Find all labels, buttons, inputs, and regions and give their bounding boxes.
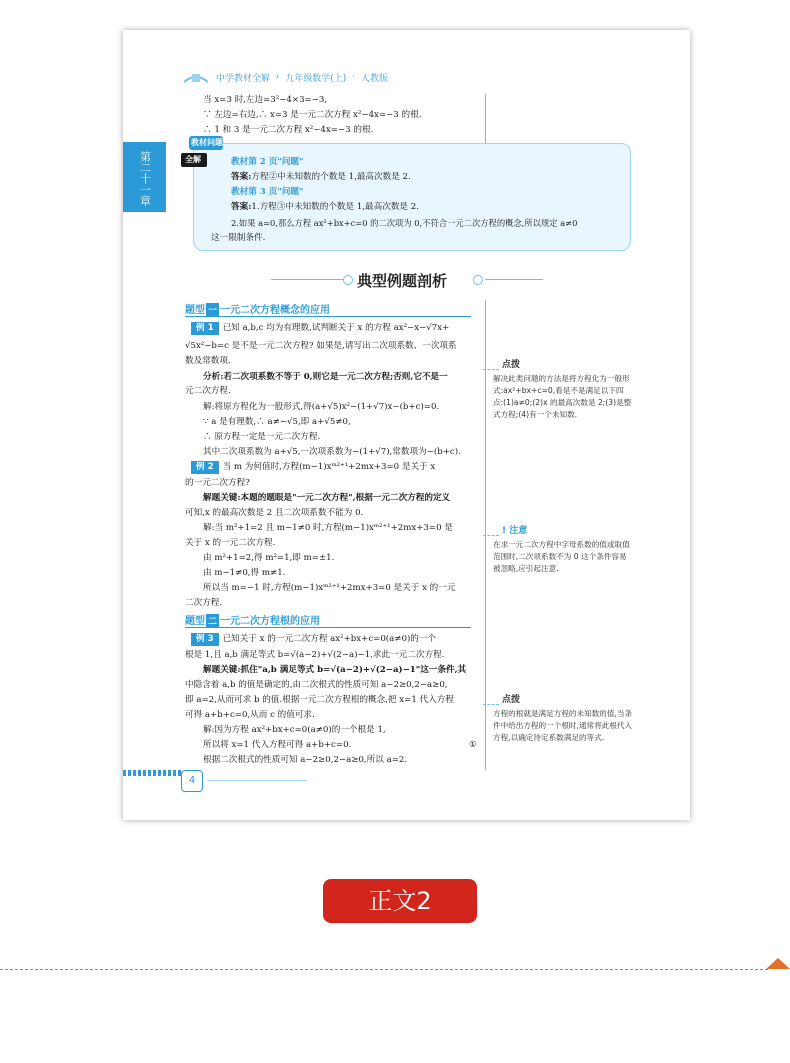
type1-underline	[185, 316, 471, 317]
tip1-heading	[483, 357, 520, 370]
example1-text: 已知 a,b,c 均为有理数,试判断关于 x 的方程 ax²−x−√7x+	[222, 323, 450, 333]
text-line: 其中二次项系数为 a+√5,一次项系数为−(1+√7),常数项为−(b+c).	[203, 447, 461, 457]
text-line: 所以当 m=−1 时,方程(m−1)xᵐ²⁺¹+2mx+3=0 是关于 x 的一元	[203, 583, 456, 593]
text-line: ∴ 1 和 3 是一元二次方程 x²−4x=−3 的根.	[203, 125, 374, 135]
book-logo-icon	[183, 70, 209, 84]
q1-answer-label: 答案:	[231, 172, 252, 182]
text-line: 分析:若二次项系数不等于 0,则它是一元二次方程;否则,它不是一	[203, 372, 448, 382]
example1-line	[191, 322, 449, 335]
text-line: 可得 a+b+c=0,从而 c 的值可求.	[185, 710, 315, 720]
tip1-text: 解决此类问题的方法是将方程化为一般形式:ax²+bx+c=0,看是不是满足以下四点:(1)a≠0;(2)x 的最高次数是 2;(3)是整式方程;(4)有一个未知数.	[493, 374, 632, 419]
text-line: 由 m−1≠0,得 m≠1.	[203, 568, 286, 578]
text-line: 关于 x 的一元二次方程.	[185, 538, 276, 548]
header-series: 中学教材全解	[215, 73, 270, 84]
text-line: 解题关键:本题的题眼是"一元二次方程",根据一元二次方程的定义	[203, 493, 451, 503]
type1-text: 一元二次方程概念的应用	[220, 305, 331, 316]
text-line: 所以将 x=1 代入方程可得 a+b+c=0.	[203, 740, 352, 750]
text-line: 解:因为方程 ax²+bx+c=0(a≠0)的一个根是 1,	[203, 725, 386, 735]
footer-bar	[123, 770, 183, 776]
q1-title: 教材第 2 页"问题"	[231, 157, 304, 167]
example3-text: 已知关于 x 的一元二次方程 ax²+bx+c=0(a≠0)的一个	[222, 634, 437, 644]
text-line: 的一元二次方程?	[185, 478, 250, 488]
dashed-divider	[0, 969, 768, 970]
q2-title: 教材第 3 页"问题"	[231, 187, 304, 197]
content-section-button[interactable]: 正文2	[323, 879, 477, 923]
q1-answer-line	[231, 171, 411, 184]
note-text: 在求一元二次方程中字母系数的值或取值范围时,二次项系数不为 0 这个条件容易被忽略,应引起注意.	[493, 540, 630, 573]
text-line: ∵ a 是有理数,∴ a≠−√5,即 a+√5≠0,	[203, 417, 351, 427]
example3-label: 例 3	[191, 633, 219, 646]
pen-icon	[483, 695, 499, 705]
type2-text: 一元二次方程根的应用	[220, 616, 321, 627]
scroll-top-icon[interactable]	[766, 958, 790, 969]
example2-line	[191, 461, 435, 474]
equation-marker: ①	[469, 740, 477, 750]
alert-icon	[483, 526, 499, 536]
textbook-page	[123, 30, 690, 820]
type1-title	[185, 301, 330, 316]
title-deco-dot	[343, 275, 353, 285]
text-line: 解:当 m²+1=2 且 m−1≠0 时,方程(m−1)xᵐ²⁺¹+2mx+3=0 是	[203, 523, 453, 533]
text-line: 元二次方程.	[185, 386, 231, 396]
q2-answer-line	[231, 201, 419, 214]
note-heading	[483, 523, 527, 536]
header-edition: 人教版	[360, 73, 388, 84]
example1-label: 例 1	[191, 322, 219, 335]
type2-underline	[185, 627, 471, 628]
column-divider	[485, 94, 486, 144]
chapter-side-tab	[123, 142, 166, 212]
example3-line	[191, 633, 436, 646]
footer-line	[207, 780, 307, 781]
tip1-title: 点拨	[502, 360, 521, 370]
text-line: 二次方程.	[185, 598, 223, 608]
text-line: 当 x=3 时,左边=3²−4×3=−3,	[203, 95, 328, 105]
text-line: 根是 1,且 a,b 满足等式 b=√(a−2)+√(2−a)−1,求此一元二次方程.	[185, 650, 445, 660]
page-header: 中学教材全解 › 九年级数学(上) · 人教版	[183, 70, 391, 84]
pen-icon	[483, 360, 499, 370]
title-deco-right	[485, 279, 543, 280]
q2-line3: 这一限制条件.	[211, 233, 266, 243]
text-line: 即 a=2,从而可求 b 的值.根据一元二次方程根的概念,把 x=1 代入方程	[185, 695, 454, 705]
tip2-heading	[483, 692, 520, 705]
note-title: ! 注意	[502, 526, 528, 536]
chapter-label: 第二十一章	[138, 150, 152, 206]
text-line: ∵ 左边=右边,∴ x=3 是一元二次方程 x²−4x=−3 的根.	[203, 110, 422, 120]
q1-answer: 方程②中未知数的个数是 1,最高次数是 2.	[251, 172, 411, 182]
text-line: 数及常数项.	[185, 356, 231, 366]
text-line: 可知,x 的最高次数是 2 且二次项系数不能为 0.	[185, 508, 364, 518]
tip2-text: 方程的根就是满足方程的未知数的值,当条件中给出方程的一个根时,通常将此根代入方程,以确定待定系数满足的等式.	[493, 709, 633, 742]
example2-text: 当 m 为何值时,方程(m−1)xᵐ²⁺¹+2mx+3=0 是关于 x	[222, 462, 436, 472]
text-line: √5x²−b=c 是不是一元二次方程? 如果是,请写出二次项系数、一次项系	[185, 341, 457, 351]
tip2-title: 点拨	[502, 695, 521, 705]
badge-top: 教材问题	[191, 138, 223, 147]
title-deco-left	[271, 279, 345, 280]
page-number: 4	[181, 770, 203, 792]
text-line: 中隐含着 a,b 的值是确定的,由二次根式的性质可知 a−2≥0,2−a≥0,	[185, 680, 448, 690]
type1-num: 一	[206, 303, 219, 316]
section-title: 典型例题剖析	[357, 272, 448, 290]
q2-answer-label: 答案:	[231, 202, 252, 212]
example2-label: 例 2	[191, 461, 219, 474]
header-book: 九年级数学(上)	[285, 73, 347, 84]
q2-answer: 1.方程③中未知数的个数是 1,最高次数是 2.	[251, 202, 419, 212]
text-line: 解题关键:抓住"a,b 满足等式 b=√(a−2)+√(2−a)−1"这一条件,其	[203, 665, 467, 675]
text-line: 根据二次根式的性质可知 a−2≥0,2−a≥0,所以 a=2.	[203, 755, 408, 765]
type2-title	[185, 612, 320, 627]
text-line: 由 m²+1=2,得 m²=1,即 m=±1.	[203, 553, 335, 563]
title-deco-dot	[473, 275, 483, 285]
text-line: ∴ 原方程一定是一元二次方程.	[203, 432, 321, 442]
badge-bottom: 全解	[185, 155, 201, 164]
type2-prefix: 题型	[185, 616, 205, 627]
type2-num: 二	[206, 614, 219, 627]
text-line: 解:将原方程化为一般形式,得(a+√5)x²−(1+√7)x−(b+c)=0.	[203, 402, 440, 412]
q2-line2: 2.如果 a=0,那么方程 ax²+bx+c=0 的二次项为 0,不符合一元二次方程的概念,所以规定 a≠0	[231, 218, 578, 228]
type1-prefix: 题型	[185, 305, 205, 316]
